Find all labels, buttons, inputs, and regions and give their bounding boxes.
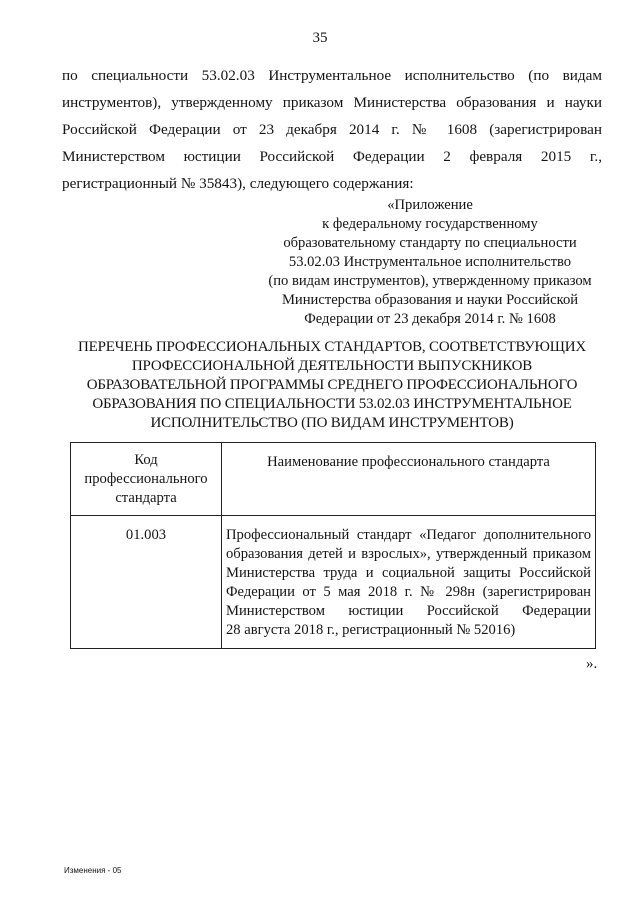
page-number: 35 (312, 30, 328, 46)
appendix-line: Министерства образования и науки Российской (281, 292, 579, 308)
intro-line: регистрационный № 35843), следующего содержания: (62, 175, 414, 192)
footer-note: Изменения - 05 (64, 866, 122, 875)
heading-line: ПРОФЕССИОНАЛЬНОЙ ДЕЯТЕЛЬНОСТИ ВЫПУСКНИКОВ (131, 358, 533, 374)
appendix-line: «Приложение (387, 197, 473, 213)
closing-quote: ». (586, 656, 598, 672)
standard-name-line: Министерства труда и социальной защиты Российской (226, 565, 591, 581)
table-row (71, 516, 596, 649)
appendix-line: к федеральному государственному (322, 216, 538, 232)
header-code-line: Код (134, 452, 158, 468)
standard-name (222, 516, 596, 649)
standard-name-line: 28 августа 2018 г., регистрационный № 52016) (226, 622, 516, 638)
heading-line: ОБРАЗОВАТЕЛЬНОЙ ПРОГРАММЫ СРЕДНЕГО ПРОФЕССИОНАЛЬНОГО (86, 377, 578, 393)
appendix-line: (по видам инструментов), утвержденному приказом (268, 273, 592, 289)
header-name: Наименование профессионального стандарта (222, 443, 596, 516)
intro-line: инструментов), утвержденному приказом Министерства образования и науки (62, 94, 602, 111)
standard-name-line: образования детей и взрослых», утвержденный приказом (226, 546, 591, 562)
heading-line: ИСПОЛНИТЕЛЬСТВО (ПО ВИДАМ ИНСТРУМЕНТОВ) (150, 415, 514, 431)
standard-name-line: Федерации от 5 мая 2018 г. № 298н (зарегистрирован (226, 584, 591, 600)
appendix-line: образовательному стандарту по специальности (283, 235, 577, 251)
table-header-row (71, 443, 596, 516)
intro-paragraph (62, 62, 602, 197)
appendix-line: 53.02.03 Инструментальное исполнительство (288, 254, 572, 270)
appendix-line: Федерации от 23 декабря 2014 г. № 1608 (304, 311, 556, 327)
header-code-line: стандарта (115, 490, 177, 506)
heading-line: ОБРАЗОВАНИЯ ПО СПЕЦИАЛЬНОСТИ 53.02.03 ИНСТРУМЕНТАЛЬНОЕ (92, 396, 572, 412)
intro-line: Российской Федерации от 23 декабря 2014 г. № 1608 (зарегистрирован (62, 121, 602, 138)
intro-line: Министерством юстиции Российской Федерации 2 февраля 2015 г., (62, 148, 602, 165)
standards-table (70, 442, 596, 649)
standard-name-line: Профессиональный стандарт «Педагог дополнительного (226, 527, 591, 543)
intro-line: по специальности 53.02.03 Инструментальное исполнительство (по видам (62, 67, 602, 84)
header-code-line: профессионального (84, 471, 208, 487)
standard-name-line: Министерством юстиции Российской Федерации (226, 603, 591, 619)
appendix-caption (262, 196, 598, 329)
header-code (71, 443, 222, 516)
standard-code: 01.003 (71, 516, 222, 649)
document-heading (62, 338, 602, 433)
heading-line: ПЕРЕЧЕНЬ ПРОФЕССИОНАЛЬНЫХ СТАНДАРТОВ, СООТВЕТСТВУЮЩИХ (78, 339, 586, 355)
